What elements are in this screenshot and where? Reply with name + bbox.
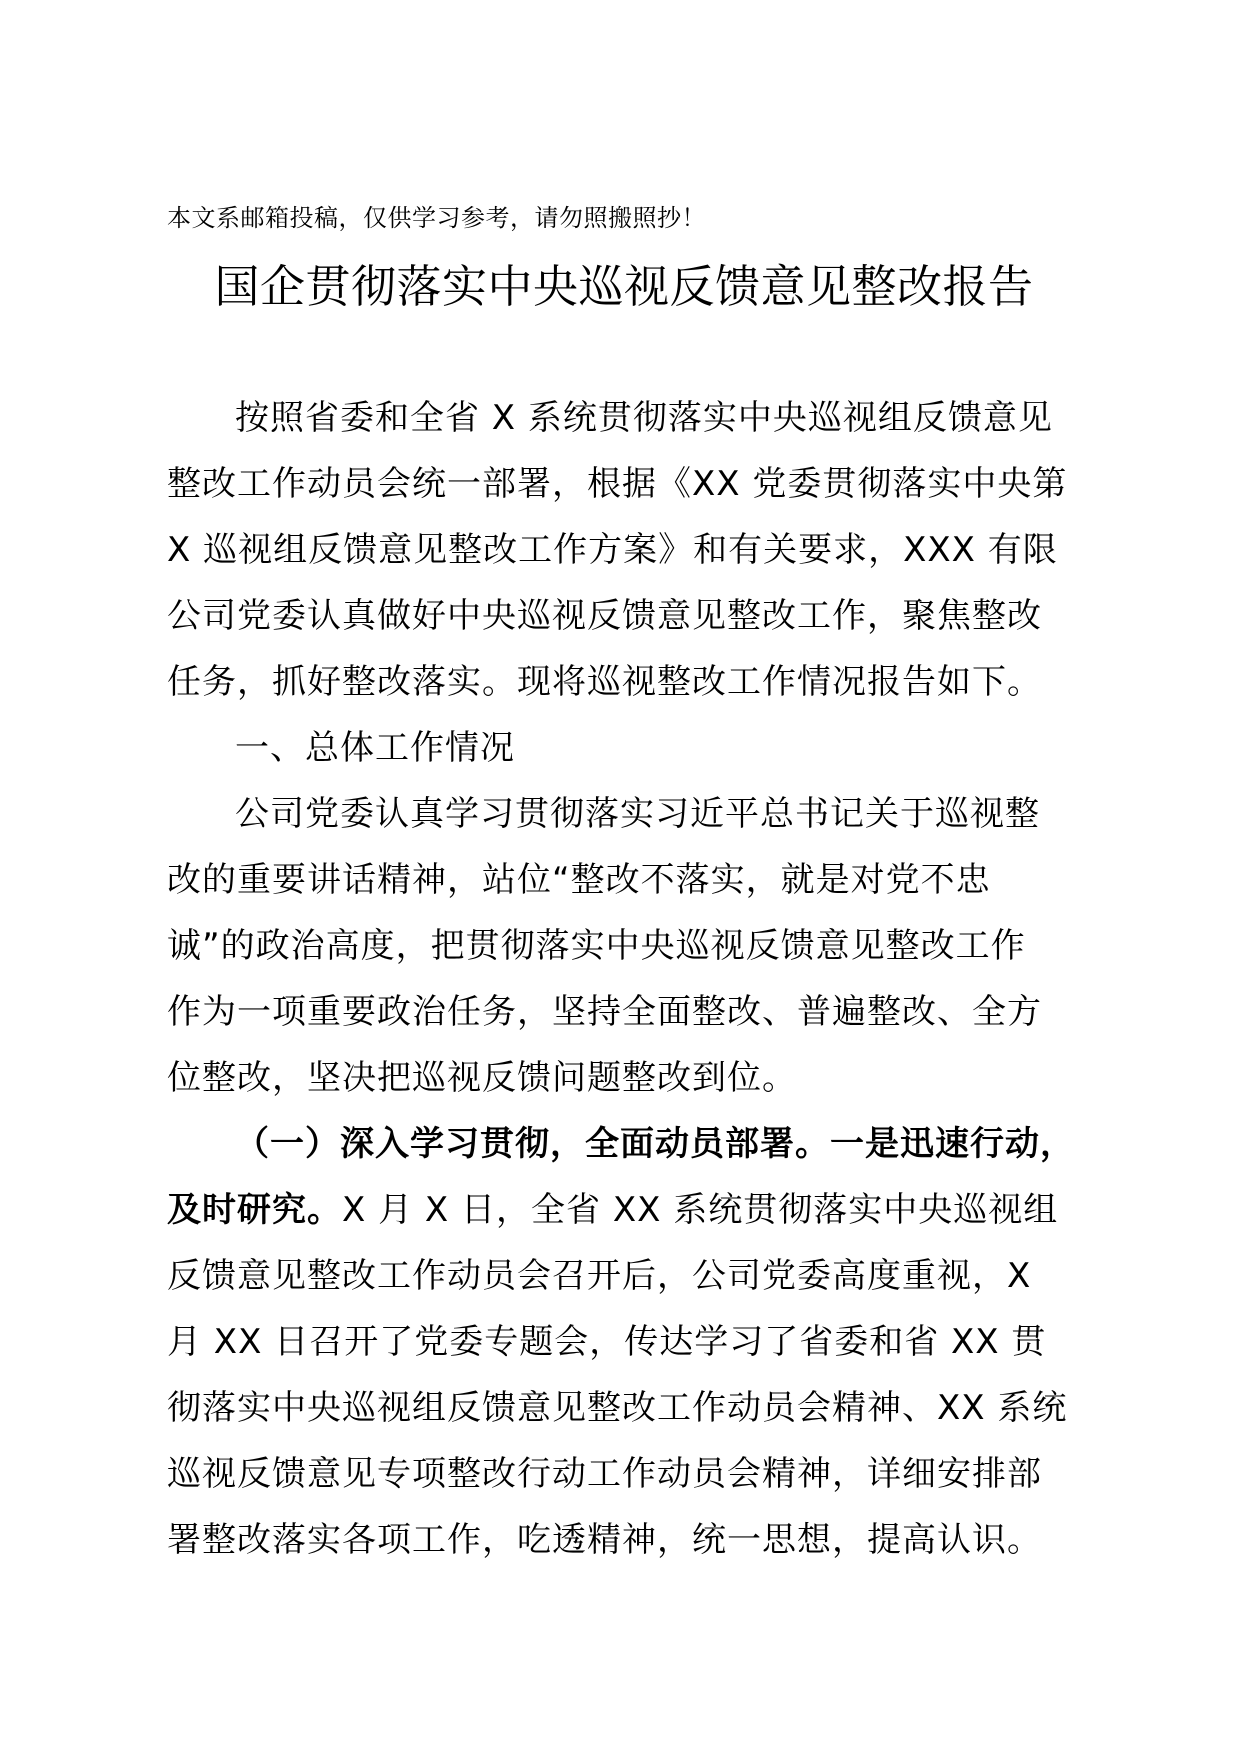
paragraph-line: 整改工作动员会统一部署，根据《XX 党委贯彻落实中央第 [167, 464, 1068, 504]
paragraph-line: 公司党委认真做好中央巡视反馈意见整改工作，聚焦整改 [167, 596, 1042, 636]
paragraph-line: X 巡视组反馈意见整改工作方案》和有关要求，XXX 有限 [167, 530, 1058, 570]
paragraph-line: 诚”的政治高度，把贯彻落实中央巡视反馈意见整改工作 [167, 926, 1026, 966]
paragraph-line: 彻落实中央巡视组反馈意见整改工作动员会精神、XX 系统 [167, 1388, 1068, 1428]
paragraph-line: 巡视反馈意见专项整改行动工作动员会精神，详细安排部 [167, 1454, 1042, 1494]
paragraph-line [167, 1185, 1058, 1235]
section-heading: 一、总体工作情况 [235, 728, 515, 768]
paragraph-line: 作为一项重要政治任务，坚持全面整改、普遍整改、全方 [167, 992, 1042, 1032]
paragraph-line: 反馈意见整改工作动员会召开后，公司党委高度重视，X [167, 1256, 1032, 1296]
submission-notice: 本文系邮箱投稿，仅供学习参考，请勿照搬照抄！ [167, 204, 706, 232]
paragraph-text: X 月 X 日，全省 XX 系统贯彻落实中央巡视组 [342, 1190, 1059, 1230]
paragraph-line: 月 XX 日召开了党委专题会，传达学习了省委和省 XX 贯 [167, 1322, 1047, 1362]
paragraph-line: 位整改，坚决把巡视反馈问题整改到位。 [167, 1058, 797, 1098]
paragraph-line: 按照省委和全省 X 系统贯彻落实中央巡视组反馈意见 [235, 398, 1053, 438]
paragraph-line: 公司党委认真学习贯彻落实习近平总书记关于巡视整 [235, 794, 1040, 834]
subsection-heading-end: 及时研究。 [167, 1190, 342, 1230]
document-title: 国企贯彻落实中央巡视反馈意见整改报告 [214, 260, 1034, 313]
paragraph-line: 署整改落实各项工作，吃透精神，统一思想，提高认识。 [167, 1520, 1042, 1560]
paragraph-line: 改的重要讲话精神，站位“整改不落实，就是对党不忠 [167, 860, 991, 900]
paragraph-line: 任务，抓好整改落实。现将巡视整改工作情况报告如下。 [167, 662, 1042, 702]
subsection-heading: （一）深入学习贯彻，全面动员部署。一是迅速行动， [235, 1124, 1075, 1164]
